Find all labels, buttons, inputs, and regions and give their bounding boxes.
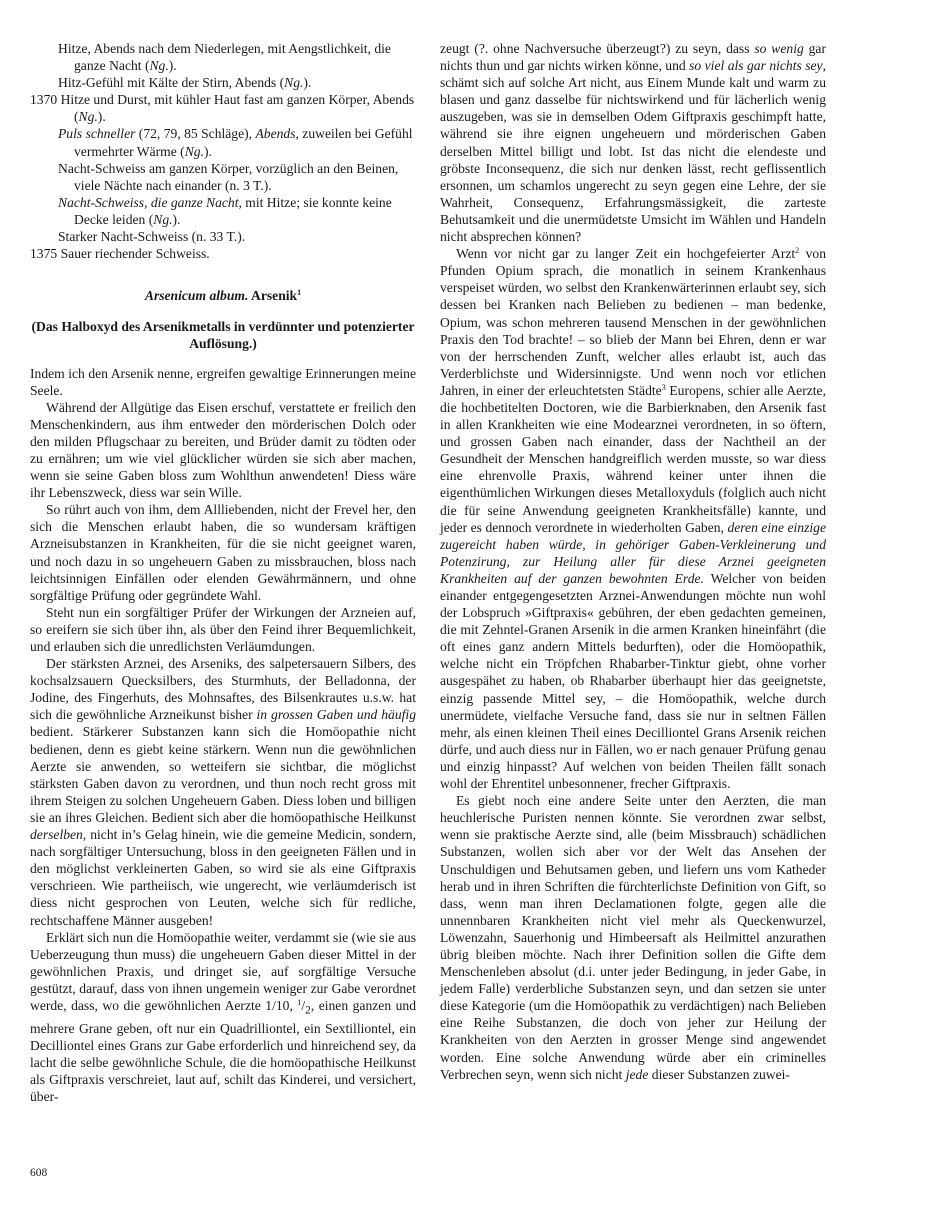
symptom-number: 1375: [30, 246, 58, 262]
symptom-entry: [30, 40, 416, 74]
section-title: Arsenicum album. Arsenik$^1$: [144, 288, 302, 304]
symptom-list: [30, 40, 416, 262]
paragraph: Wenn vor nicht gar zu langer Zeit ein hochgefeierter Arzt$^2$ von Pfunden Opium sprach, die monatlich in seinem Krankenhaus verspeiset würden, wo selbst den Krankenwärterinnen erlaubt sey, sich dessen bei Kranken nach Belieben zu bedienen – man bedenke, Opium, was schon mehreren tausend Menschen in der gewöhnlichen Praxis den Tod brachte! – so blieb der Mann bei Ehren, denn er war von der herrschenden Zunft, welcher alles erlaubt ist, auch das Verderblichste und Widersinnigste. Und wenn noch vor etlichen Jahren, in einer der erleuchtetsten Städte$^3$ Europens, schier alle Aerzte, die hochbetitelten Doctoren, wie die Barbierknaben, den Arsenik fast in allen Krankheiten wie eine Modearznei verordneten, in so öftern, und grossen Gaben nach einander, dass der Nachtheil an der Gesundheit der Menschen handgreiflich werden musste, so war diess eine ehrenvolle Praxis, während keiner unter ihnen die eigenthümlichen Wirkungen dieses Metalloxyduls (folglich auch nicht die für seine Anwendung geeigneten Krankheitsfälle) kannte, und jeder es dennoch verordnete in wiederholten Gaben, deren eine einzige zugereicht haben würde, in gehöriger Gaben-Verkleinerung und Potenzirung, zur Heilung aller für diese Arznei geeigneten Krankheiten auf der ganzen bewohnten Erde. Welcher von beiden einander entgegengesetzten Arznei-Anwendungen möchte nun wohl der Lobspruch »Giftpraxis« gebühren, der eben gedachten gemeinen, die mit Zehntel-Granen Arsenik in die armen Kranken hineinfährt (die oft eines ganz andern Mittels bedurften), oder die Homöopathik, welche nicht ein Tröpfchen Rhabarber-Tinktur giebt, ohne vorher ausgespähet zu haben, ob Rhabarber überhaupt hier das geeignetste, einzig passende Mittel sey, – die Homöopathik, welche durch unermüdete, vielfache Versuche fand, dass sie nur in seltnen Fällen mehr, als einen kleinen Theil eines Decilliontel Grans Arsenik reichen dürfe, und auch diess nur in Fällen, wo er nach genauer Prüfung genau und einzig hinpasst? Auf welchen von beiden Theilen fällt sonach wohl der Ehrentitel unbesonnener, frecher Giftpraxis.: [440, 246, 826, 792]
symptom-text: Hitze, Abends nach dem Niederlegen, mit Aengstlichkeit, die ganze Nacht (Ng.).: [58, 41, 391, 74]
paragraph: zeugt (?. ohne Nachversuche überzeugt?) zu seyn, dass so wenig gar nichts thun und gar nichts wirken könne, und so viel als gar nichts sey, schämt sich auf solche Art nicht, aus Einem Munde kalt und warm zu blasen und ganz dasselbe für nichtswirkend und für lächerlich wenig auszugeben, was sie in demselben Odem Giftpraxis geschimpft hatte, während sie ihre eignen ungeheuern und mörderischen Gaben derselben Mittel billigt und lobt. Ist das nicht die elendeste und gröbste Inconsequenz, die sich nur denken lässt, recht geflissentlich ersonnen, um schamlos ungerecht zu seyn gegen eine Lehre, der sie Wahrheit, Consequenz, Erfahrungsmässigkeit, die zarteste Behutsamkeit und die unermüdetste Umsicht im Wählen und Handeln nicht absprechen können?: [440, 41, 826, 245]
symptom-entry: [30, 228, 416, 245]
symptom-entry: [30, 245, 416, 262]
symptom-text: Nacht-Schweiss, die ganze Nacht, mit Hitze; sie konnte keine Decke leiden (Ng.).: [58, 194, 392, 227]
paragraph: Erklärt sich nun die Homöopathie weiter, verdammt sie (wie sie aus Ueberzeugung thun muss) die ungeheuern Gaben dieser Mittel in der gewöhnlichen Praxis, und dringet sie, auf sorgfältige Versuche gestützt, darauf, dass von ihnen ungemein weniger zur Gabe verordnet werde, dass, wo die gewöhnlichen Aerzte 1/10, $^1/_2$, einen ganzen und mehrere Grane geben, oft nur ein Quadrilliontel, ein Sextilliontel, ein Decilliontel eines Grans zur Gabe erforderlich und hinreichend sey, da lacht die selbe gewöhnliche Schule, die die homöopathische Heilkunst als Giftpraxis verschreiet, laut auf, schilt das Kinderei, und versichert, über-: [30, 929, 416, 1105]
symptom-entry: [30, 125, 416, 159]
section-subtitle: (Das Halboxyd des Arsenikmetalls in verdünnter und potenzierter Auflösung.): [31, 319, 415, 352]
symptom-text: Nacht-Schweiss am ganzen Körper, vorzüglich an den Beinen, viele Nächte nach einander (n. 3 T.).: [58, 160, 399, 193]
paragraph: Es giebt noch eine andere Seite unter den Aerzten, die man heuchlerische Puristen nennen könnte. Sie verordnen zwar selbst, wenn sie praktische Aerzte sind, alle (beim Missbrauch) schädlichen Substanzen, wollen sich aber vor der Welt das Ansehen der Unschuldigen und Behutsamen geben, und liefern uns vom Katheder herab und in ihren Schriften die fürchterlichste Definition von Gift, so dass, wenn man ihren Declamationen folgte, gegen alle die unnennbaren Krankheiten nicht viel mehr als Queckenwurzel, Löwenzahn, Sauerhonig und Himbeersaft als Heilmittel anzurathen übrig bleiben möchte. Nach ihrer Definition sollen die Gifte dem Menschenleben absolut (d.i. unter jeder Bedingung, in jeder Gabe, in jedem Falle) verderbliche Substanzen seyn, und dan setzen sie unter diese Kategorie (um die Homöopathik zu verdächtigen) nach Belieben eine Reihe Substanzen, die doch von jeher zur Heilung der Krankheiten von den Aerzten in grosser Menge sind angewendet worden. Eine solche Anwendung würde aber ein criminelles Verbrechen seyn, wenn sich nicht jede dieser Substanzen zuwei-: [440, 793, 826, 1082]
paragraph: So rührt auch von ihm, dem Allliebenden, nicht der Frevel her, den sich die Menschen erlaubt haben, die so wundersam kräftigen Arzneisubstanzen in Krankheiten, für die sie nicht geeignet waren, und noch dazu in so ungeheuern Gaben zu missbrauchen, bloss nach leichtsinnigen Einfällen oder elenden Gewährmännern, und ohne sorgfältige Prüfung oder gegründete Wahl.: [30, 502, 416, 603]
left-column: [30, 40, 416, 1105]
paragraph: Indem ich den Arsenik nenne, ergreifen gewaltige Erinnerungen meine Seele.: [30, 365, 416, 398]
symptom-entry: [30, 160, 416, 194]
symptom-text: Starker Nacht-Schweiss (n. 33 T.).: [58, 229, 246, 245]
symptom-text: Hitz-Gefühl mit Kälte der Stirn, Abends (Ng.).: [58, 75, 312, 91]
paragraph: Steht nun ein sorgfältiger Prüfer der Wirkungen der Arzneien auf, so ereifern sie sich über ihn, als über den Feind ihrer Bequemlichkeit, und erlauben sich die unredlichsten Verläumdungen.: [30, 604, 416, 654]
symptom-entry: [30, 194, 416, 228]
symptom-number: 1370: [30, 92, 58, 108]
right-column: [440, 40, 826, 1083]
page-number: 608: [30, 1167, 48, 1179]
paragraph: Während der Allgütige das Eisen erschuf, verstattete er freilich den Menschenkindern, aus ihm entweder den mörderischen Dolch oder den milden Pflugschaar zu bereiten, und Brüder damit zu tödten oder zu ernähren; um wie viel glücklicher würden sie sich aber machen, wenn sie seine Gaben bloss zum Wohlthun anwendeten! Diess wäre ihr Lebenszweck, diess war sein Wille.: [30, 399, 416, 501]
symptom-text: Puls schneller (72, 79, 85 Schläge), Abends, zuweilen bei Gefühl vermehrter Wärme (Ng.).: [58, 126, 413, 159]
paragraph: Der stärksten Arznei, des Arseniks, des salpetersauern Silbers, des kochsalzsauern Quecksilbers, des Sturmhuts, der Belladonna, der Jodine, des Fingerhuts, des Mohnsaftes, des Bilsenkrautes u.s.w. hat sich die gewöhnliche Arzneikunst bisher in grossen Gaben und häufig bedient. Stärkerer Substanzen kann sich die Homöopathie nicht bedienen, denn es giebt keine stärkern. Wenn nun die gewöhnlichen Aerzte sie anwenden, so wetteifern sie sichtbar, die möglichst stärksten Gaben davon zu verordnen, und thun noch recht gross mit ihrem Steigen zu solchen Ungeheuern Gaben. Diess loben und billigen sie an ihres Gleichen. Bedient sich aber die homöopathische Heilkunst derselben, nicht in’s Gelag hinein, wie die gemeine Medicin, sondern, nach sorgfältiger Untersuchung, bloss in den geeigneten Fällen und in den möglichst verkleinerten Gaben, so wird sie als eine Giftpraxis verschrieen. Wie partheiisch, wie ungerecht, wie verläumderisch ist diess nicht gesprochen von Leuten, welche sich für redliche, rechtschaffene Männer ausgeben!: [30, 656, 416, 928]
symptom-entry: [30, 91, 416, 125]
symptom-text: Sauer riechender Schweiss.: [60, 246, 210, 262]
symptom-entry: [30, 74, 416, 91]
symptom-text: Hitze und Durst, mit kühler Haut fast am ganzen Körper, Abends (Ng.).: [60, 92, 415, 125]
